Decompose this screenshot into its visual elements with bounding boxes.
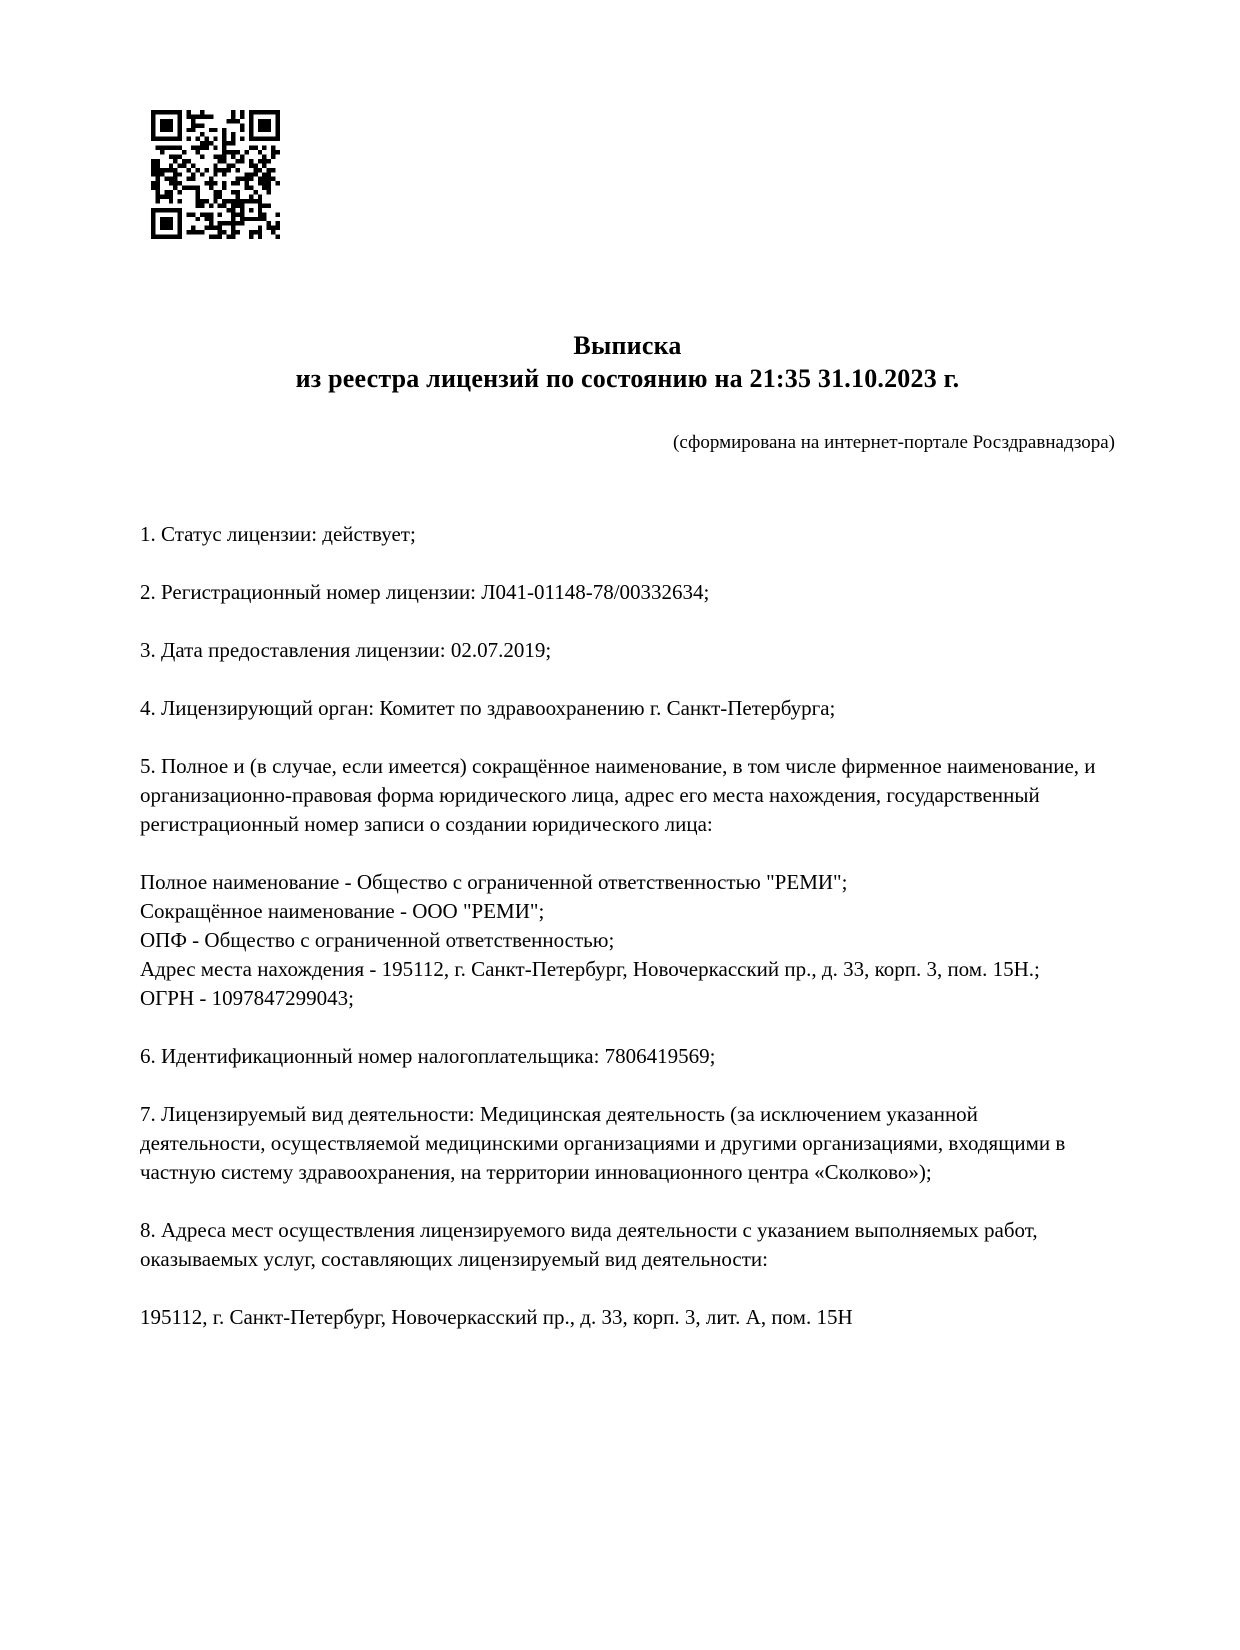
field-licensing-authority: 4. Лицензирующий орган: Комитет по здравоохранению г. Санкт-Петербурга; [140, 696, 836, 720]
field-entity-description: 5. Полное и (в случае, если имеется) сокращённое наименование, в том числе фирменное наименование, и организационно-правовая форма юридического лица, адрес его места нахождения, государственный регистрационный номер записи о создании юридического лица: [140, 754, 1096, 836]
field-full-name: Полное наименование - Общество с ограниченной ответственностью "РЕМИ"; [140, 870, 848, 894]
field-legal-address: Адрес места нахождения - 195112, г. Санкт-Петербург, Новочеркасский пр., д. 33, корп. 3, пом. 15Н.; [140, 957, 1040, 981]
field-ogrn: ОГРН - 1097847299043; [140, 986, 354, 1010]
field-inn: 6. Идентификационный номер налогоплательщика: 7806419569; [140, 1044, 716, 1068]
field-short-name: Сокращённое наименование - ООО "РЕМИ"; [140, 899, 545, 923]
formation-note: (сформирована на интернет-портале Росздравнадзора) [673, 432, 1115, 453]
document-body [140, 520, 1103, 1361]
field-opf: ОПФ - Общество с ограниченной ответственностью; [140, 928, 615, 952]
legal-entity-block [140, 868, 1103, 1013]
field-licensed-activity: 7. Лицензируемый вид деятельности: Медицинская деятельность (за исключением указанной деятельности, осуществляемой медицинскими организациями и другими организациями, входящими в частную систему здравоохранения, на территории инновационного центра «Сколково»); [140, 1102, 1066, 1184]
field-license-status: 1. Статус лицензии: действует; [140, 522, 416, 546]
title-line-2: из реестра лицензий по состоянию на 21:35 31.10.2023 г. [295, 364, 960, 393]
qr-code-icon [151, 110, 280, 239]
title-line-1: Выписка [573, 331, 682, 360]
field-registration-number: 2. Регистрационный номер лицензии: Л041-01148-78/00332634; [140, 580, 710, 604]
document-title [140, 329, 1115, 395]
field-activity-addresses-intro: 8. Адреса мест осуществления лицензируемого вида деятельности с указанием выполняемых работ, оказываемых услуг, составляющих лицензируемый вид деятельности: [140, 1218, 1038, 1271]
field-grant-date: 3. Дата предоставления лицензии: 02.07.2019; [140, 638, 552, 662]
field-activity-address: 195112, г. Санкт-Петербург, Новочеркасский пр., д. 33, корп. 3, лит. А, пом. 15Н [140, 1305, 853, 1329]
